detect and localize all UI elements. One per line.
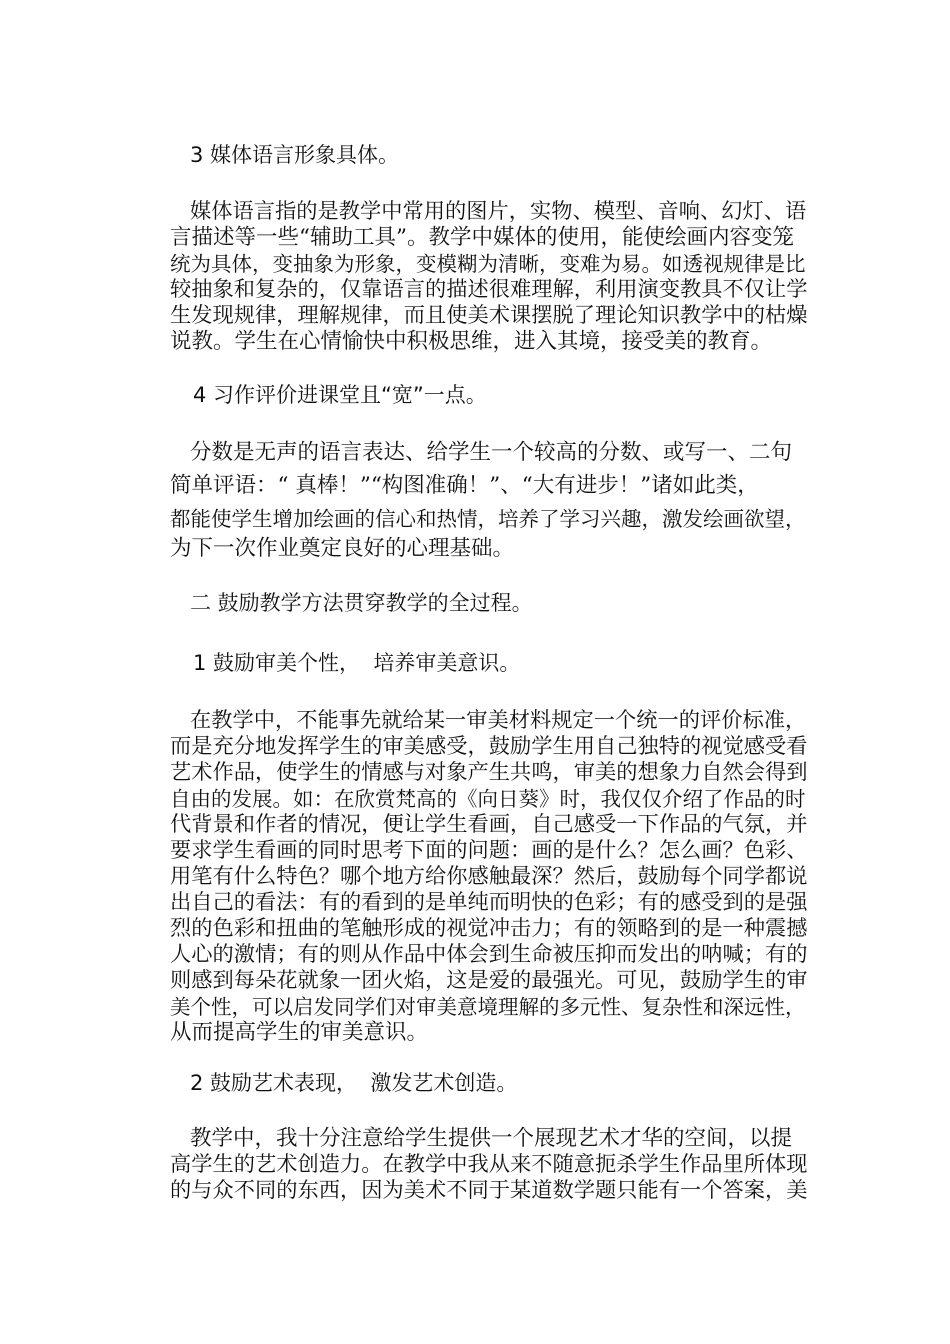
text-line: 出自己的看法：有的看到的是单纯而明快的色彩；有的感受到的是强 [170,890,808,915]
text-line: 言描述等一些“辅助工具”。教学中媒体的使用，能使绘画内容变笼 [170,225,794,250]
paragraph-evaluation [170,440,810,562]
text-line: 要求学生看画的同时思考下面的问题：画的是什么？怎么画？色彩、 [170,838,808,863]
text-line: 用笔有什么特色？哪个地方给你感触最深？然后，鼓励每个同学都说 [170,864,808,889]
text-line: 从而提高学生的审美意识。 [170,1020,429,1045]
heading-section-two: 二 鼓励教学方法贯穿教学的全过程。 [190,591,533,615]
text-line: 较抽象和复杂的，仅靠语言的描述很难理解，利用演变教具不仅让学 [170,277,808,302]
text-line: 代背景和作者的情况，便让学生看画，自己感受一下作品的气氛，并 [170,812,808,837]
paragraph-media-language [170,199,810,355]
text-line: 高学生的艺术创造力。在教学中我从来不随意扼杀学生作品里所体现 [170,1152,808,1177]
text-line: 统为具体，变抽象为形象，变模糊为清晰，变难为易。如透视规律是比 [170,252,806,276]
heading-art-expression: 2 鼓励艺术表现， 激发艺术创造。 [190,1071,518,1095]
text-line: 而是充分地发挥学生的审美感受，鼓励学生用自己独特的视觉感受看 [170,734,808,759]
heading-media-language: 3 媒体语言形象具体。 [190,143,400,167]
text-line: 人心的激情；有的则从作品中体会到生命被压抑而发出的呐喊；有的 [170,942,808,967]
text-line: 都能使学生增加绘画的信心和热情，培养了学习兴趣，激发绘画欲望， [170,507,806,531]
text-line: 生发现规律，理解规律，而且使美术课摆脱了理论知识教学中的枯燥 [170,303,808,328]
text-line: 分数是无声的语言表达、给学生一个较高的分数、或写一、二句 [190,440,793,465]
paragraph-art-expression [170,1126,810,1204]
text-line: 的与众不同的东西，因为美术不同于某道数学题只能有一个答案，美 [170,1178,808,1203]
text-line: 则感到每朵花就象一团火焰，这是爱的最强光。可见，鼓励学生的审 [170,968,808,993]
text-line: 烈的色彩和扭曲的笔触形成的视觉冲击力；有的领略到的是一种震撼 [170,916,808,941]
text-line: 艺术作品，使学生的情感与对象产生共鸣，审美的想象力自然会得到 [170,760,808,785]
heading-evaluation: 4 习作评价进课堂且“宽”一点。 [193,383,487,407]
text-line: 在教学中，不能事先就给某一审美材料规定一个统一的评价标准， [190,708,807,733]
paragraph-aesthetic [170,708,810,1046]
text-line: 自由的发展。如：在欣赏梵高的《向日葵》时，我仅仅介绍了作品的时 [170,787,806,811]
text-line: 说教。学生在心情愉快中积极思维，进入其境，接受美的教育。 [170,329,773,354]
heading-aesthetic: 1 鼓励审美个性， 培养审美意识。 [193,651,521,675]
text-line: 媒体语言指的是教学中常用的图片，实物、模型、音响、幻灯、语 [190,199,807,224]
text-line: 美个性，可以启发同学们对审美意境理解的多元性、复杂性和深远性， [170,995,806,1019]
text-line: 为下一次作业奠定良好的心理基础。 [170,536,515,561]
text-line: 教学中，我十分注意给学生提供一个展现艺术才华的空间，以提 [190,1126,793,1151]
text-line: 简单评语：“ 真棒！”“构图准确！”、“大有进步！”诸如此类， [170,473,759,498]
